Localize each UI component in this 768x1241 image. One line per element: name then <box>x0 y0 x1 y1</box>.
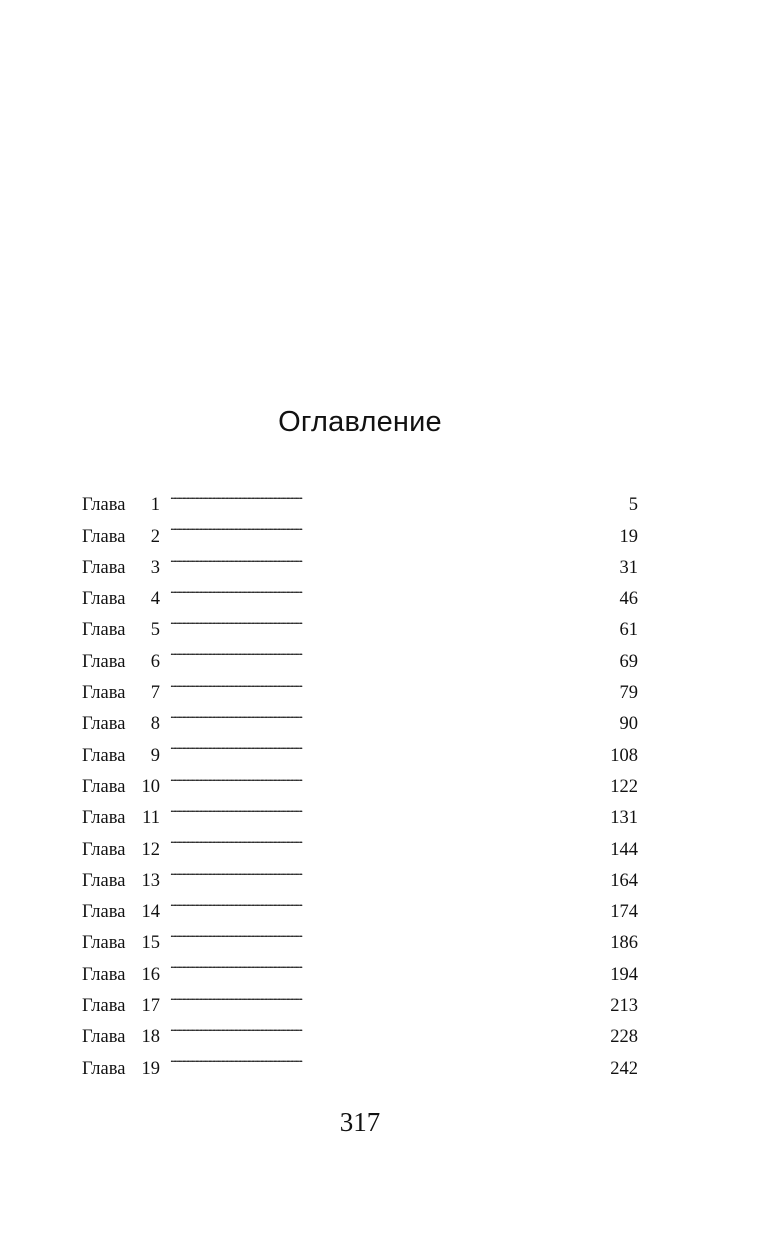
toc-entry-number: 17 <box>141 996 160 1017</box>
toc-entry[interactable] <box>82 1042 638 1079</box>
toc-entry-page: 144 <box>610 839 638 860</box>
toc-entry-page: 79 <box>619 683 638 704</box>
toc-entry-number: 14 <box>141 902 160 923</box>
toc-entry[interactable] <box>82 667 638 704</box>
toc-entry-page: 61 <box>619 620 638 641</box>
toc-entry[interactable] <box>82 573 638 610</box>
toc-entry-number: 2 <box>150 526 160 547</box>
toc-entry-label: Глава <box>82 557 126 578</box>
toc-entry-page: 186 <box>610 933 638 954</box>
toc-entry-label: Глава <box>82 714 126 735</box>
dot-leader <box>170 855 598 886</box>
toc-entry[interactable] <box>82 980 638 1017</box>
toc-entry-page: 108 <box>610 745 638 766</box>
toc-entry-label: Глава <box>82 870 126 891</box>
toc-entry-number: 16 <box>141 964 160 985</box>
dot-leader <box>170 604 598 635</box>
dot-leader <box>170 823 598 854</box>
toc-entry-page: 213 <box>610 996 638 1017</box>
toc-entry-label: Глава <box>82 745 126 766</box>
dot-leader <box>170 1042 598 1073</box>
toc-entry-number: 8 <box>150 714 160 735</box>
toc-entry[interactable] <box>82 948 638 985</box>
toc-entry-number: 5 <box>150 620 160 641</box>
toc-entry-label: Глава <box>82 839 126 860</box>
toc-entry[interactable] <box>82 792 638 829</box>
page-number: 317 <box>339 1107 381 1137</box>
toc-entry-number: 15 <box>141 933 160 954</box>
dot-leader <box>170 917 598 948</box>
dot-leader <box>170 792 598 823</box>
toc-entry-number: 19 <box>141 1058 160 1079</box>
toc-entry-label: Глава <box>82 902 126 923</box>
toc-entry-number: 18 <box>141 1027 160 1048</box>
toc-entry[interactable] <box>82 1011 638 1048</box>
toc-entry-label: Глава <box>82 776 126 797</box>
dot-leader <box>170 542 598 573</box>
toc-entry-label: Глава <box>82 589 126 610</box>
toc-entry-label: Глава <box>82 933 126 954</box>
toc-entry-page: 194 <box>610 964 638 985</box>
toc-entry-number: 7 <box>150 683 160 704</box>
dot-leader <box>170 1011 598 1042</box>
dot-leader <box>170 980 598 1011</box>
dot-leader <box>170 573 598 604</box>
toc-entry-number: 6 <box>150 651 160 672</box>
toc-entry-label: Глава <box>82 808 126 829</box>
toc-entry-page: 19 <box>619 526 638 547</box>
toc-entry-label: Глава <box>82 996 126 1017</box>
toc-entry-page: 174 <box>610 902 638 923</box>
toc-entry[interactable] <box>82 917 638 954</box>
toc-entry-page: 46 <box>619 589 638 610</box>
toc-entry[interactable] <box>82 761 638 797</box>
toc-entry-label: Глава <box>82 964 126 985</box>
toc-entry-page: 228 <box>610 1027 638 1048</box>
toc-entry-number: 13 <box>141 870 160 891</box>
toc-entry-number: 12 <box>141 839 160 860</box>
toc-entry-label: Глава <box>82 651 126 672</box>
toc-title: Оглавление <box>278 406 442 438</box>
toc-entry-label: Глава <box>82 683 126 704</box>
toc-entry-number: 10 <box>141 776 160 797</box>
toc-entry-label: Глава <box>82 620 126 641</box>
toc-entry[interactable] <box>82 886 638 923</box>
dot-leader <box>170 479 598 510</box>
toc-entry-number: 3 <box>150 557 160 578</box>
toc-entry[interactable] <box>82 729 638 766</box>
toc-entry-page: 90 <box>619 714 638 735</box>
dot-leader <box>170 729 598 760</box>
dot-leader <box>170 510 598 541</box>
toc-entry[interactable] <box>82 510 638 547</box>
dot-leader <box>170 667 598 698</box>
toc-entry[interactable] <box>82 542 638 578</box>
toc-entry[interactable] <box>82 635 638 672</box>
dot-leader <box>170 635 598 666</box>
toc-entry-page: 242 <box>610 1058 638 1079</box>
toc-entry-page: 5 <box>628 495 638 516</box>
toc-entry-label: Глава <box>82 526 126 547</box>
toc-entry-label: Глава <box>82 495 126 516</box>
toc-entry-page: 131 <box>610 808 638 829</box>
dot-leader <box>170 886 598 917</box>
toc-entry-number: 4 <box>150 589 160 610</box>
toc-entry-page: 69 <box>619 651 638 672</box>
dot-leader <box>170 948 598 979</box>
toc-entry[interactable] <box>82 698 638 735</box>
toc-entry-label: Глава <box>82 1058 126 1079</box>
toc-entry[interactable] <box>82 823 638 860</box>
toc-list <box>82 479 638 1079</box>
toc-entry-page: 164 <box>610 870 638 891</box>
dot-leader <box>170 698 598 729</box>
toc-entry[interactable] <box>82 479 638 516</box>
dot-leader <box>170 761 598 792</box>
toc-entry-number: 9 <box>150 745 160 766</box>
toc-entry[interactable] <box>82 855 638 891</box>
toc-entry-number: 11 <box>142 808 160 829</box>
toc-entry-page: 122 <box>610 776 638 797</box>
toc-entry-number: 1 <box>150 495 160 516</box>
toc-entry[interactable] <box>82 604 638 641</box>
toc-entry-label: Глава <box>82 1027 126 1048</box>
toc-entry-page: 31 <box>619 557 638 578</box>
